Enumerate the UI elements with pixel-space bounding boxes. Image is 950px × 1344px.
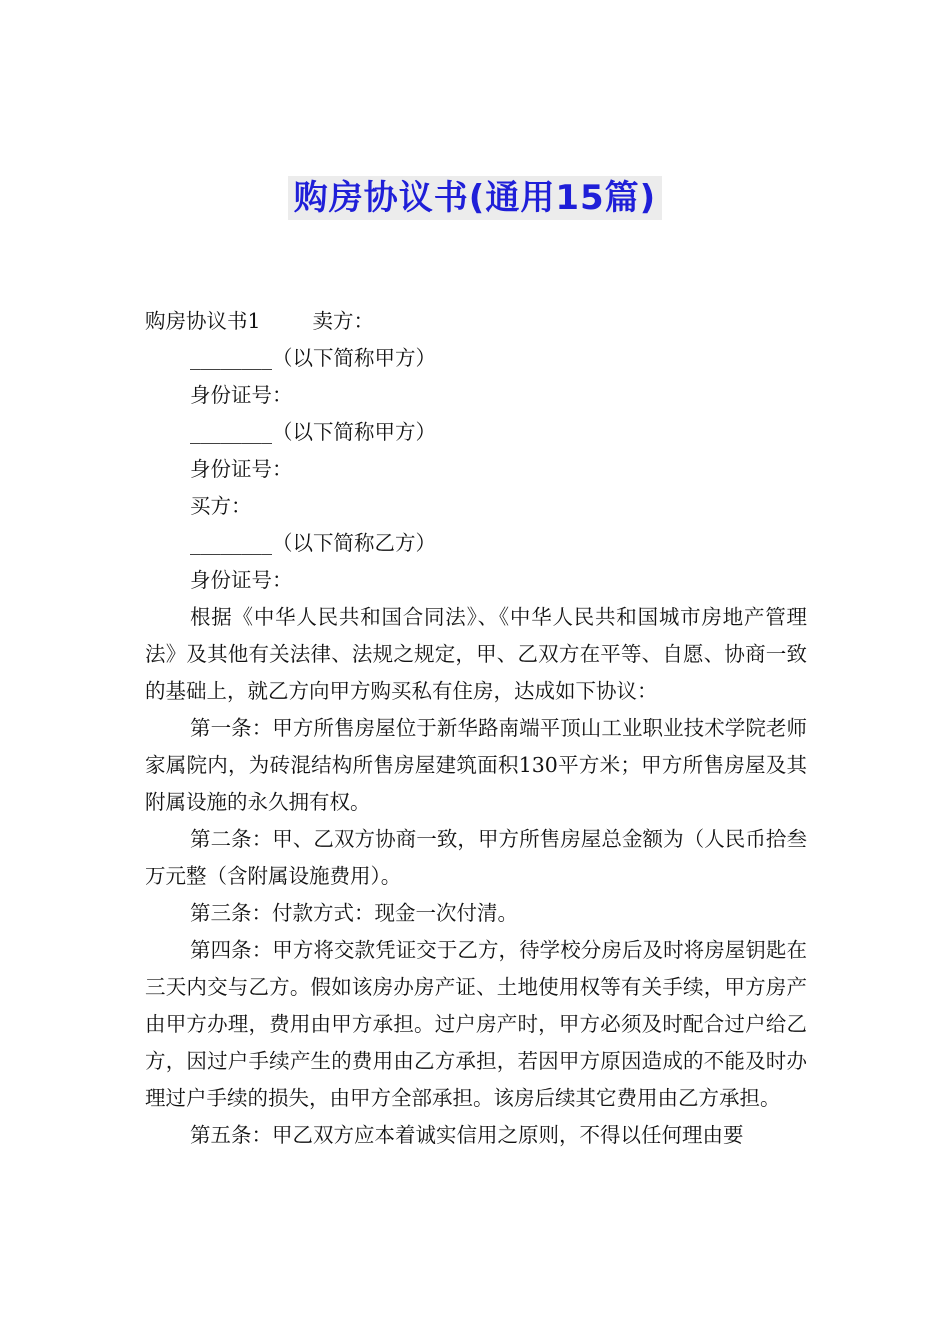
paragraph-article-2: 第二条：甲、乙双方协商一致，甲方所售房屋总金额为（人民币拾叁万元整（含附属设施费用）。 [145, 827, 807, 888]
buyer-label: 买方： [190, 494, 252, 518]
party-line-seller-2: ________（以下简称甲方） [190, 420, 436, 444]
id-line-buyer: 身份证号： [190, 568, 293, 592]
doc-label: 购房协议书1 [145, 309, 261, 333]
party-line-seller-1: ________（以下简称甲方） [190, 346, 436, 370]
document-body [145, 303, 807, 1154]
paragraph-article-4: 第四条：甲方将交款凭证交于乙方，待学校分房后及时将房屋钥匙在三天内交与乙方。假如该房办房产证、土地使用权等有关手续，甲方房产由甲方办理，费用由甲方承担。过户房产时，甲方必须及时配合过户给乙方，因过户手续产生的费用由乙方承担，若因甲方原因造成的不能及时办理过户手续的损失，由甲方全部承担。该房后续其它费用由乙方承担。 [145, 938, 807, 1110]
paragraph-article-5: 第五条：甲乙双方应本着诚实信用之原则，不得以任何理由要 [190, 1123, 744, 1147]
id-line-seller-2: 身份证号： [190, 457, 293, 481]
document-title: 购房协议书(通用15篇) [288, 176, 662, 220]
header-line [145, 303, 807, 340]
paragraph-preamble: 根据《中华人民共和国合同法》、《中华人民共和国城市房地产管理法》及其他有关法律、法规之规定，甲、乙双方在平等、自愿、协商一致的基础上，就乙方向甲方购买私有住房，达成如下协议： [145, 605, 807, 703]
seller-label: 卖方： [312, 309, 375, 333]
paragraph-article-1: 第一条：甲方所售房屋位于新华路南端平顶山工业职业技术学院老师家属院内，为砖混结构所售房屋建筑面积130平方米；甲方所售房屋及其附属设施的永久拥有权。 [145, 716, 807, 814]
title-container [0, 176, 950, 220]
paragraph-article-3: 第三条：付款方式：现金一次付清。 [190, 901, 518, 925]
party-line-buyer: ________（以下简称乙方） [190, 531, 436, 555]
id-line-seller-1: 身份证号： [190, 383, 293, 407]
